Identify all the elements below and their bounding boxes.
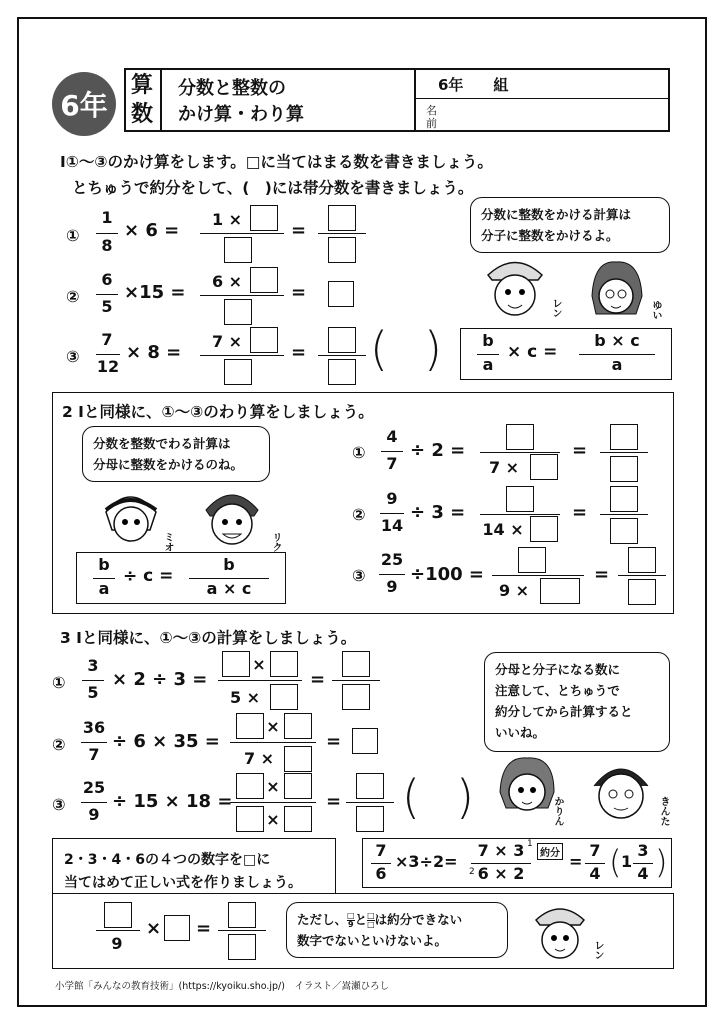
times-sign: × bbox=[266, 717, 280, 736]
challenge-line-2: 当てはめて正しい式を作りましょう。 bbox=[64, 875, 302, 891]
q1-p3-eq: = bbox=[291, 342, 307, 363]
answer-box[interactable] bbox=[530, 454, 558, 480]
example-text: 7 bbox=[589, 841, 601, 860]
subject-char-1: 算 bbox=[130, 73, 153, 98]
formula-text: × c = bbox=[507, 342, 558, 362]
open-paren: ( bbox=[402, 770, 420, 824]
example-text: 7 × 3 bbox=[477, 841, 525, 860]
answer-box[interactable] bbox=[236, 806, 264, 832]
answer-box[interactable] bbox=[164, 915, 190, 941]
q2-p1-den-text: 7 × bbox=[488, 458, 520, 477]
answer-box[interactable] bbox=[270, 684, 298, 710]
q1-p1-operator: × 6 = bbox=[124, 220, 180, 241]
answer-box[interactable] bbox=[250, 267, 278, 293]
q2-p3-numerator: 25 bbox=[380, 550, 404, 569]
answer-box[interactable] bbox=[628, 579, 656, 605]
q3-instruction: 3 Iと同様に、①～③の計算をしましょう。 bbox=[60, 629, 357, 647]
answer-box[interactable] bbox=[610, 486, 638, 512]
q1-p3-marker: ③ bbox=[66, 347, 80, 366]
bubble-text: は約分できない bbox=[374, 912, 463, 927]
q1-p3-operator: × 8 = bbox=[126, 342, 182, 363]
bubble-line: 分母に整数をかけるのね。 bbox=[93, 457, 244, 472]
q3-p2-marker: ② bbox=[52, 735, 66, 754]
bubble-line: 注意して、とちゅうで bbox=[495, 683, 620, 698]
q2-p2-eq: = bbox=[572, 502, 588, 523]
character-riku-illustration bbox=[196, 480, 268, 552]
q2-p2-marker: ② bbox=[352, 505, 366, 524]
answer-box[interactable] bbox=[224, 359, 252, 385]
bubble-line: 分数に整数をかける計算は bbox=[481, 207, 632, 222]
formula-text: a bbox=[611, 355, 623, 374]
bubble-line: 分数を整数でわる計算は bbox=[93, 436, 231, 451]
q2-p1-denominator: 7 bbox=[386, 454, 398, 473]
formula-text: a bbox=[482, 355, 494, 374]
times-sign: × bbox=[266, 777, 280, 796]
class-label: 6年 組 bbox=[438, 76, 509, 94]
answer-box[interactable] bbox=[284, 713, 312, 739]
title-line-2: かけ算・わり算 bbox=[178, 104, 304, 125]
q1-p3-numerator: 7 bbox=[101, 330, 113, 349]
answer-box[interactable] bbox=[540, 578, 580, 604]
answer-box[interactable] bbox=[284, 746, 312, 772]
q1-p1-num-text: 1 × bbox=[211, 210, 243, 229]
title-line-1: 分数と整数の bbox=[178, 78, 286, 99]
example-paren: ) bbox=[655, 843, 668, 881]
subject-char-2: 数 bbox=[130, 102, 153, 127]
times-sign: × bbox=[266, 810, 280, 829]
example-text: ×3÷2= bbox=[395, 852, 458, 871]
formula-text: a × c bbox=[206, 579, 252, 598]
answer-box[interactable] bbox=[224, 299, 252, 325]
close-paren: ) bbox=[456, 770, 474, 824]
example-text: 6 × 2 bbox=[477, 864, 525, 883]
q3-p2-operator: ÷ 6 × 35 = bbox=[112, 731, 220, 752]
grade-badge: 6年 bbox=[52, 72, 116, 136]
character-ren-illustration-2 bbox=[530, 898, 590, 966]
bubble-line: 数字でないといけないよ。 bbox=[297, 933, 448, 948]
answer-box[interactable] bbox=[628, 547, 656, 573]
challenge-times: × bbox=[146, 918, 162, 939]
q1-p2-operator: ×15 = bbox=[124, 282, 186, 303]
q3-p1-marker: ① bbox=[52, 673, 66, 692]
q3-p1-eq: = bbox=[310, 669, 326, 690]
q3-p3-denominator: 9 bbox=[88, 805, 100, 824]
answer-box[interactable] bbox=[104, 902, 132, 928]
q1-p2-denominator: 5 bbox=[101, 297, 113, 316]
character-name-yui: ゆい bbox=[650, 300, 661, 320]
q1-instruction-1: I①～③のかけ算をします。□に当てはまる数を書きましょう。 bbox=[60, 153, 493, 171]
q1-p1-eq: = bbox=[291, 220, 307, 241]
mini-fraction-num: □ bbox=[347, 911, 355, 920]
formula-text: b bbox=[223, 555, 235, 574]
answer-box[interactable] bbox=[328, 205, 356, 231]
q1-p2-eq: = bbox=[291, 282, 307, 303]
q2-p3-denominator: 9 bbox=[386, 577, 398, 596]
rule-formula-box-1 bbox=[460, 328, 672, 380]
answer-box[interactable] bbox=[328, 359, 356, 385]
q3-p2-den-text: 7 × bbox=[243, 749, 275, 768]
q3-p2-numerator: 36 bbox=[82, 718, 106, 737]
mini-fraction-den: □ bbox=[367, 920, 375, 929]
mini-fraction-den: 9 bbox=[348, 920, 354, 929]
bubble-line: 約分してから計算すると bbox=[495, 704, 633, 719]
character-ren-illustration bbox=[480, 250, 550, 322]
answer-box[interactable] bbox=[222, 651, 250, 677]
q3-p3-numerator: 25 bbox=[82, 778, 106, 797]
example-text: 2 bbox=[469, 867, 475, 877]
formula-text: ÷ c = bbox=[123, 566, 174, 586]
formula-text: b × c bbox=[594, 331, 640, 350]
answer-box[interactable] bbox=[270, 651, 298, 677]
q3-p1-den-text: 5 × bbox=[229, 688, 261, 707]
character-name-riku: リク bbox=[270, 532, 281, 552]
open-paren: ( bbox=[370, 322, 388, 376]
q1-p1-marker: ① bbox=[66, 226, 80, 245]
answer-box[interactable] bbox=[250, 327, 278, 353]
answer-box[interactable] bbox=[342, 651, 370, 677]
example-text: = bbox=[569, 852, 583, 871]
answer-box[interactable] bbox=[506, 424, 534, 450]
name-field[interactable] bbox=[414, 100, 670, 132]
reduce-tag: 約分 bbox=[537, 843, 563, 860]
character-name-ren-2: レン bbox=[592, 940, 603, 960]
example-text: 4 bbox=[637, 864, 649, 883]
answer-box[interactable] bbox=[356, 806, 384, 832]
q2-p2-den-text: 14 × bbox=[482, 520, 524, 539]
answer-box[interactable] bbox=[356, 773, 384, 799]
q1-p2-marker: ② bbox=[66, 287, 80, 306]
formula-text: b bbox=[98, 555, 110, 574]
character-name-kinta: きんた bbox=[658, 796, 669, 826]
subject-label bbox=[124, 68, 162, 132]
example-text: 3 bbox=[637, 841, 649, 860]
close-paren: ) bbox=[424, 322, 442, 376]
name-label-1: 名 bbox=[426, 104, 437, 117]
q1-p2-numerator: 6 bbox=[101, 270, 113, 289]
answer-box[interactable] bbox=[228, 934, 256, 960]
q3-p1-numerator: 3 bbox=[87, 656, 99, 675]
q1-p1-numerator: 1 bbox=[101, 208, 113, 227]
q1-p1-denominator: 8 bbox=[101, 236, 113, 255]
example-text: 1 bbox=[621, 852, 633, 871]
answer-box[interactable] bbox=[228, 902, 256, 928]
q2-p1-numerator: 4 bbox=[386, 427, 398, 446]
example-text: 6 bbox=[375, 864, 387, 883]
hint-bubble-3 bbox=[484, 652, 670, 752]
q3-p2-denominator: 7 bbox=[88, 745, 100, 764]
character-name-mio: ミオ bbox=[162, 532, 173, 552]
footer-credit: 小学館「みんなの教育技術」(https://kyoiku.sho.jp/) イラスト／嵩瀬ひろし bbox=[55, 981, 390, 992]
answer-box[interactable] bbox=[610, 424, 638, 450]
answer-box[interactable] bbox=[352, 728, 378, 754]
character-mio-illustration bbox=[100, 480, 162, 552]
character-name-ren: レン bbox=[550, 298, 561, 318]
challenge-eq: = bbox=[196, 918, 212, 939]
answer-box[interactable] bbox=[328, 327, 356, 353]
bubble-text: ただし、 bbox=[297, 912, 348, 927]
answer-box[interactable] bbox=[342, 684, 370, 710]
q2-instruction: 2 Iと同様に、①～③のわり算をしましょう。 bbox=[62, 403, 374, 421]
answer-box[interactable] bbox=[506, 486, 534, 512]
answer-box[interactable] bbox=[530, 516, 558, 542]
q2-p2-denominator: 14 bbox=[380, 516, 404, 535]
bubble-line: 分母と分子になる数に bbox=[495, 662, 621, 677]
rule-formula-box-2 bbox=[76, 552, 286, 604]
q3-p1-operator: × 2 ÷ 3 = bbox=[112, 669, 208, 690]
q1-instruction-2: とちゅうで約分をして、( )には帯分数を書きましょう。 bbox=[72, 179, 474, 197]
q2-p1-operator: ÷ 2 = bbox=[410, 440, 466, 461]
answer-box[interactable] bbox=[610, 518, 638, 544]
q1-p2-num-text: 6 × bbox=[211, 272, 243, 291]
answer-box[interactable] bbox=[236, 713, 264, 739]
answer-box[interactable] bbox=[328, 237, 356, 263]
character-name-karin: かりん bbox=[552, 796, 563, 826]
bubble-line: 分子に整数をかけるよ。 bbox=[481, 228, 619, 243]
example-text: 7 bbox=[375, 841, 387, 860]
q2-p3-eq: = bbox=[594, 564, 610, 585]
hint-bubble-4 bbox=[286, 902, 508, 958]
name-label-2: 前 bbox=[426, 117, 437, 130]
q2-p3-marker: ③ bbox=[352, 566, 366, 585]
answer-box[interactable] bbox=[284, 806, 312, 832]
example-formula-box bbox=[362, 838, 672, 888]
hint-bubble-1 bbox=[470, 197, 670, 253]
q1-p3-denominator: 12 bbox=[96, 357, 120, 376]
q3-p3-marker: ③ bbox=[52, 795, 66, 814]
q3-p2-eq: = bbox=[326, 731, 342, 752]
formula-text: b bbox=[482, 331, 494, 350]
bubble-line: いいね。 bbox=[495, 725, 546, 740]
answer-box[interactable] bbox=[236, 773, 264, 799]
q2-p3-operator: ÷100 = bbox=[410, 564, 485, 585]
q2-p1-marker: ① bbox=[352, 443, 366, 462]
q2-p2-numerator: 9 bbox=[386, 489, 398, 508]
character-kinta-illustration bbox=[586, 752, 656, 826]
mini-fraction-num: □ bbox=[367, 911, 375, 920]
q2-p1-eq: = bbox=[572, 440, 588, 461]
example-text: 1 bbox=[527, 839, 533, 849]
example-text: 4 bbox=[589, 864, 601, 883]
q3-p3-operator: ÷ 15 × 18 = bbox=[112, 791, 233, 812]
q3-p3-eq: = bbox=[326, 791, 342, 812]
example-paren: ( bbox=[609, 843, 622, 881]
times-sign: × bbox=[252, 655, 266, 674]
bubble-line bbox=[297, 909, 497, 930]
answer-box[interactable] bbox=[518, 547, 546, 573]
answer-box[interactable] bbox=[224, 237, 252, 263]
hint-bubble-2 bbox=[82, 426, 270, 482]
character-yui-illustration bbox=[584, 256, 648, 324]
answer-box[interactable] bbox=[284, 773, 312, 799]
answer-box[interactable] bbox=[250, 205, 278, 231]
challenge-denominator: 9 bbox=[111, 934, 123, 953]
q2-p3-den-text: 9 × bbox=[498, 581, 530, 600]
answer-box[interactable] bbox=[328, 281, 354, 307]
challenge-line-1: 2・3・4・6の４つの数字を□に bbox=[64, 852, 271, 868]
answer-box[interactable] bbox=[610, 456, 638, 482]
formula-text: a bbox=[98, 579, 110, 598]
bubble-text: と bbox=[354, 912, 368, 927]
q1-p3-num-text: 7 × bbox=[211, 332, 243, 351]
q3-p1-denominator: 5 bbox=[87, 683, 99, 702]
q2-p2-operator: ÷ 3 = bbox=[410, 502, 466, 523]
